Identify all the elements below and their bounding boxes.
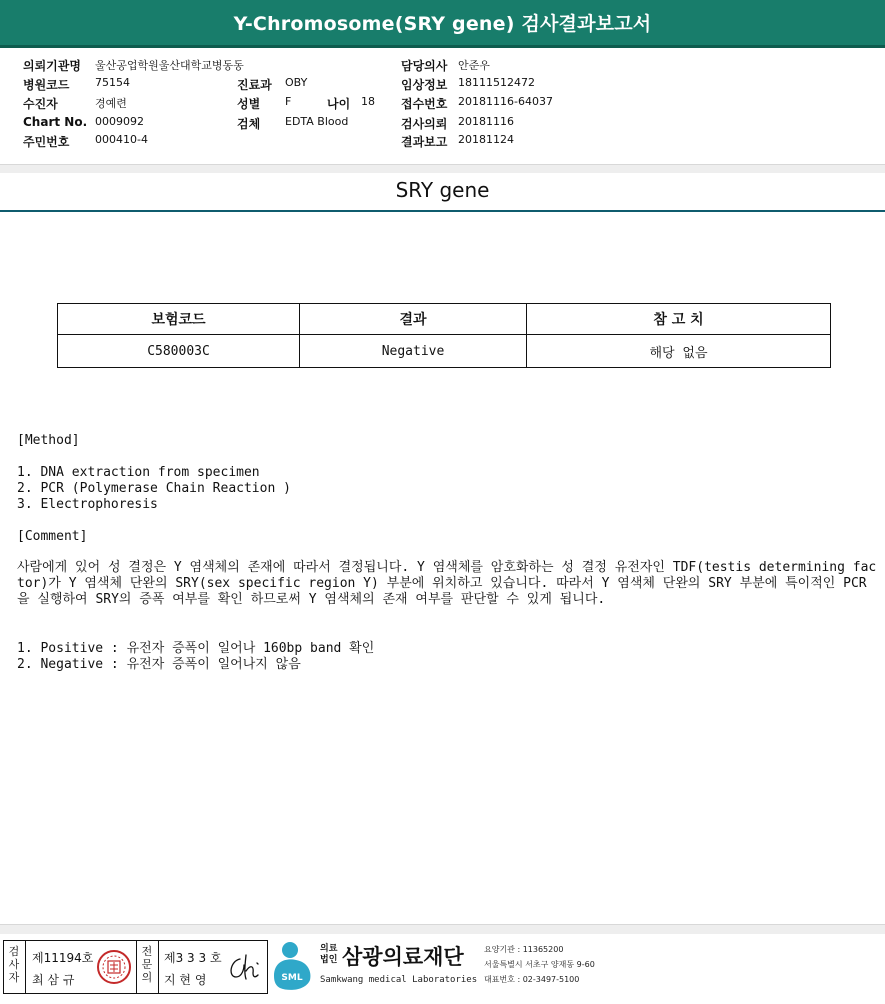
brand-phone: 대표번호 : 02-3497-5100 bbox=[484, 975, 580, 984]
result-table bbox=[57, 303, 831, 368]
clinical-label: 임상정보 bbox=[401, 78, 448, 92]
table-header-row bbox=[58, 304, 831, 335]
hospital-code-label: 병원코드 bbox=[23, 78, 70, 92]
info-row bbox=[0, 76, 885, 95]
chart-no-value: 0009092 bbox=[95, 115, 144, 128]
institution-value: 울산공업학원울산대학교병동동 bbox=[95, 59, 244, 72]
method-item-1: 1. DNA extraction from specimen bbox=[17, 465, 260, 480]
specimen-value: EDTA Blood bbox=[285, 115, 349, 128]
sml-logo-icon bbox=[270, 940, 318, 992]
brand-prefix: 의료법인 bbox=[320, 944, 338, 965]
brand-address: 서울특별시 서초구 양재동 9-60 bbox=[484, 960, 595, 969]
dept-value: OBY bbox=[285, 76, 308, 89]
section-title: SRY gene bbox=[395, 178, 490, 202]
clinical-value: 18111512472 bbox=[458, 76, 535, 89]
method-heading: [Method] bbox=[17, 433, 80, 448]
comment-body: 사람에게 있어 성 결정은 Y 염색체의 존재에 따라서 결정됩니다. Y 염색체를 암호화하는 성 결정 유전자인 TDF(testis determining factor)가 Y 염색체 단완의 SRY(sex specific region Y) 부분에 위치하고 있습니다. 따라서 Y 염색체 단완의 SRY 부분에 특이적인 PCR을 실행하여 SRY의 증폭 여부를 확인 하므로써 Y 염색체의 존재 여부를 판단할 수 있게 됩니다. bbox=[17, 560, 877, 607]
section-underline bbox=[0, 210, 885, 212]
comment-item-2: 2. Negative : 유전자 증폭이 일어나지 않음 bbox=[17, 657, 301, 672]
table-cell-result: Negative bbox=[300, 335, 527, 368]
specialist-license: 제3 3 3 호 bbox=[164, 951, 222, 965]
method-item-2: 2. PCR (Polymerase Chain Reaction ) bbox=[17, 481, 291, 496]
table-cell-reference: 해당 없음 bbox=[527, 335, 831, 368]
institution-label: 의뢰기관명 bbox=[23, 59, 81, 73]
sex-value: F bbox=[285, 95, 292, 108]
signature-box bbox=[3, 940, 268, 994]
comment-heading: [Comment] bbox=[17, 529, 88, 544]
patient-label: 수진자 bbox=[23, 97, 58, 111]
age-label: 나이 bbox=[327, 97, 351, 111]
doctor-label: 담당의사 bbox=[401, 59, 448, 73]
hospital-code-value: 75154 bbox=[95, 76, 130, 89]
chart-no-label: Chart No. bbox=[23, 115, 88, 129]
info-row bbox=[0, 115, 885, 134]
brand-block bbox=[270, 940, 595, 996]
patient-value: 경예련 bbox=[95, 97, 127, 110]
report-date-value: 20181124 bbox=[458, 133, 514, 146]
seal-stamp-icon bbox=[96, 949, 132, 985]
specimen-label: 검체 bbox=[237, 117, 261, 131]
footer-band bbox=[0, 924, 885, 934]
inspector-vertical-label: 검 사 자 bbox=[8, 945, 20, 984]
id-no-label: 주민번호 bbox=[23, 135, 70, 149]
doctor-value: 안준우 bbox=[458, 59, 490, 72]
age-value: 18 bbox=[361, 95, 375, 108]
id-no-value: 000410-4 bbox=[95, 133, 148, 146]
request-label: 검사의뢰 bbox=[401, 117, 448, 131]
report-title-bar bbox=[0, 0, 885, 48]
table-cell-insurance-code: C580003C bbox=[58, 335, 300, 368]
comment-item-1: 1. Positive : 유전자 증폭이 일어나 160bp band 확인 bbox=[17, 641, 375, 656]
table-header-result: 결과 bbox=[300, 304, 527, 335]
info-row bbox=[0, 133, 885, 152]
sex-label: 성별 bbox=[237, 97, 261, 111]
brand-name: 삼광의료재단 bbox=[342, 945, 464, 969]
receipt-value: 20181116-64037 bbox=[458, 95, 553, 108]
table-header-insurance-code: 보험코드 bbox=[58, 304, 300, 335]
table-header-reference: 참 고 치 bbox=[527, 304, 831, 335]
specialist-name: 지 현 영 bbox=[164, 973, 207, 987]
logo-text: SML bbox=[281, 973, 303, 983]
specialist-vertical-label: 전 문 의 bbox=[141, 945, 153, 984]
inspector-license: 제11194호 bbox=[32, 951, 94, 965]
table-row bbox=[58, 335, 831, 368]
request-value: 20181116 bbox=[458, 115, 514, 128]
divider-band bbox=[0, 164, 885, 173]
report-title: Y-Chromosome(SRY gene) 검사결과보고서 bbox=[233, 13, 652, 35]
brand-institution-code: 요양기관 : 11365200 bbox=[484, 945, 564, 954]
signature-icon bbox=[224, 951, 264, 985]
dept-label: 진료과 bbox=[237, 78, 272, 92]
method-item-3: 3. Electrophoresis bbox=[17, 497, 158, 512]
inspector-name: 최 삼 규 bbox=[32, 973, 75, 987]
info-row bbox=[0, 95, 885, 114]
report-date-label: 결과보고 bbox=[401, 135, 448, 149]
brand-english-name: Samkwang medical Laboratories bbox=[320, 975, 478, 985]
info-row bbox=[0, 57, 885, 76]
receipt-label: 접수번호 bbox=[401, 97, 448, 111]
patient-info-block bbox=[0, 55, 885, 165]
